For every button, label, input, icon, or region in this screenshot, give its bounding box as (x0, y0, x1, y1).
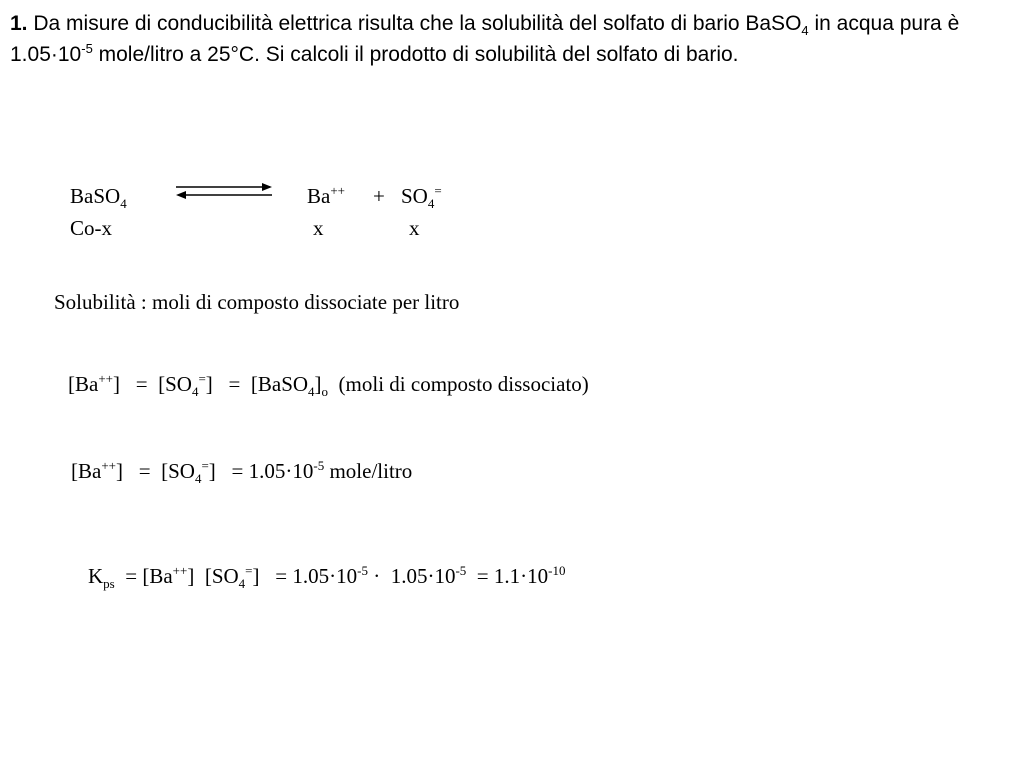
reactant-formula: BaSO (70, 184, 121, 208)
eq2-anion-charge: = (201, 458, 209, 473)
problem-exponent: -5 (81, 41, 93, 56)
eq1-part-b: ] = [SO (113, 372, 192, 396)
problem-statement (10, 8, 1010, 70)
equation-concentrations (68, 371, 589, 399)
eq2-part-b: ] = [SO (116, 459, 195, 483)
eq3-anion-subscript: 4 (238, 576, 246, 591)
cation-concentration: x (313, 216, 324, 240)
eq1-initial-subscript: o (321, 384, 329, 399)
eq3-result-exponent: -10 (548, 563, 566, 578)
eq3-part-c: ] = 1.05·10 (252, 564, 358, 588)
reactant-concentration: Co-x (70, 216, 112, 240)
kps-subscript: ps (103, 576, 115, 591)
reactant-subscript: 4 (120, 196, 127, 211)
anion-formula: SO (401, 184, 428, 208)
eq3-result: = 1.1·10 (466, 564, 549, 588)
problem-number: 1. (10, 12, 28, 35)
eq3-part-a: = [Ba (114, 564, 173, 588)
equation-solubility-value (71, 458, 413, 486)
problem-text-part1: Da misure di conducibilità elettrica risulta che la solubilità del solfato di bario BaSO (27, 12, 802, 35)
reaction-plus: + (373, 184, 385, 208)
kps-symbol: K (88, 564, 104, 588)
equation-kps (88, 563, 566, 591)
eq2-cation-charge: ++ (101, 458, 116, 473)
solubility-definition: Solubilità : moli di composto dissociate per litro (54, 290, 460, 314)
eq2-exponent: -5 (313, 458, 325, 473)
eq3-part-b: ] [SO (187, 564, 239, 588)
eq1-part-a: [Ba (68, 372, 99, 396)
eq1-part-c: ] = [BaSO (205, 372, 309, 396)
eq2-anion-subscript: 4 (194, 471, 202, 486)
anion-charge: = (434, 183, 442, 198)
eq3-exponent-1: -5 (357, 563, 368, 578)
cation-charge: ++ (330, 183, 345, 198)
eq2-part-a: [Ba (71, 459, 102, 483)
cation-formula: Ba (307, 184, 331, 208)
problem-subscript: 4 (801, 23, 809, 38)
eq1-cation-charge: ++ (98, 371, 113, 386)
eq2-part-c: ] = 1.05·10 (208, 459, 314, 483)
problem-text-part3: mole/litro a 25°C. Si calcoli il prodotto di solubilità del solfato di bario. (92, 43, 739, 66)
eq2-unit: mole/litro (324, 459, 413, 483)
eq1-baso4-subscript: 4 (308, 384, 315, 399)
reaction-anion (401, 183, 442, 211)
eq1-anion-subscript: 4 (191, 384, 199, 399)
anion-concentration: x (409, 216, 420, 240)
problem-text-part2: in acqua pura è 1.05·10 (10, 12, 960, 66)
reaction-cation (307, 184, 345, 208)
eq1-part-d: ] (314, 372, 322, 396)
eq3-part-d: · 1.05·10 (367, 564, 456, 588)
eq1-anion-charge: = (198, 371, 206, 386)
eq3-cation-charge: ++ (172, 563, 188, 578)
reaction-reactant (70, 184, 127, 211)
eq3-anion-charge: = (245, 563, 253, 578)
equilibrium-arrow-icon (174, 180, 276, 202)
eq3-exponent-2: -5 (455, 563, 467, 578)
anion-subscript: 4 (427, 196, 435, 211)
eq1-note: (moli di composto dissociato) (328, 372, 589, 396)
